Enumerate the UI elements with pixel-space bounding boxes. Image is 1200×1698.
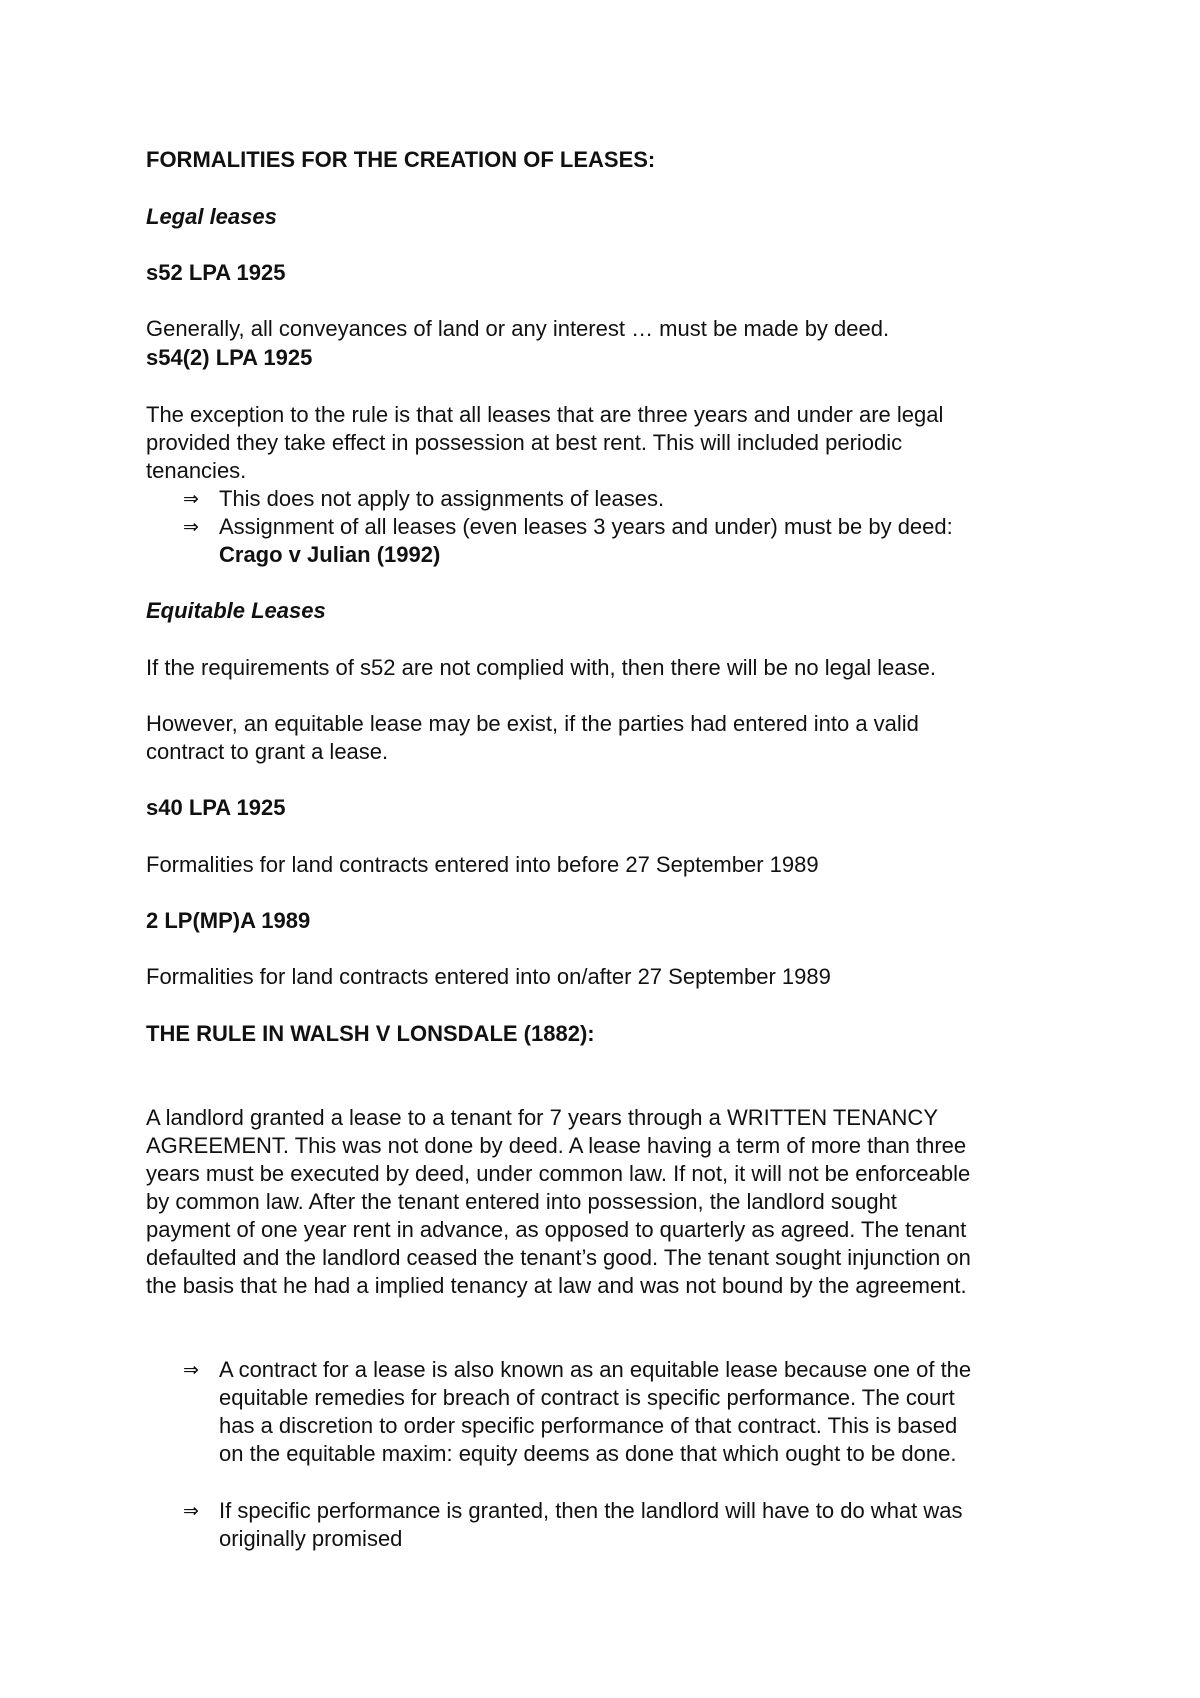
s52-text: Generally, all conveyances of land or any interest … must be made by deed. <box>146 316 890 341</box>
bullet-specific-performance-line-1: If specific performance is granted, then the landlord will have to do what was <box>219 1498 963 1523</box>
s54-text-line-3: tenancies. <box>146 458 247 483</box>
equitable-leases-heading: Equitable Leases <box>146 598 326 623</box>
arrow-bullet-icon: ⇒ <box>183 516 199 538</box>
s54-heading: s54(2) LPA 1925 <box>146 345 313 370</box>
walsh-facts-line-2: AGREEMENT. This was not done by deed. A lease having a term of more than three <box>146 1133 967 1158</box>
arrow-bullet-icon: ⇒ <box>183 1359 199 1381</box>
legal-leases-heading: Legal leases <box>146 204 277 229</box>
walsh-facts-line-3: years must be executed by deed, under common law. If not, it will not be enforceable <box>146 1161 971 1186</box>
walsh-facts-line-7: the basis that he had a implied tenancy at law and was not bound by the agreement. <box>146 1273 967 1298</box>
equitable-p2-line-1: However, an equitable lease may be exist, if the parties had entered into a valid <box>146 711 919 736</box>
lpmpa-text: Formalities for land contracts entered into on/after 27 September 1989 <box>146 964 831 989</box>
main-heading: FORMALITIES FOR THE CREATION OF LEASES: <box>146 147 656 172</box>
bullet-equitable-line-1: A contract for a lease is also known as an equitable lease because one of the <box>219 1357 972 1382</box>
bullet-equitable-line-2: equitable remedies for breach of contract is specific performance. The court <box>219 1385 955 1410</box>
s40-heading: s40 LPA 1925 <box>146 795 286 820</box>
case-crago-v-julian: Crago v Julian (1992) <box>219 542 441 567</box>
bullet-equitable-line-3: has a discretion to order specific performance of that contract. This is based <box>219 1413 958 1438</box>
lpmpa-heading: 2 LP(MP)A 1989 <box>146 908 311 933</box>
arrow-bullet-icon: ⇒ <box>183 488 199 510</box>
s54-text-line-1: The exception to the rule is that all leases that are three years and under are legal <box>146 402 944 427</box>
equitable-p2-line-2: contract to grant a lease. <box>146 739 389 764</box>
arrow-bullet-icon: ⇒ <box>183 1500 199 1522</box>
walsh-heading: THE RULE IN WALSH V LONSDALE (1882): <box>146 1021 595 1046</box>
bullet-equitable-line-4: on the equitable maxim: equity deems as done that which ought to be done. <box>219 1441 957 1466</box>
s54-text-line-2: provided they take effect in possession at best rent. This will included periodic <box>146 430 903 455</box>
bullet-assignments: This does not apply to assignments of leases. <box>219 486 665 511</box>
bullet-specific-performance-line-2: originally promised <box>219 1526 403 1551</box>
s52-heading: s52 LPA 1925 <box>146 260 286 285</box>
walsh-facts-line-5: payment of one year rent in advance, as opposed to quarterly as agreed. The tenant <box>146 1217 967 1242</box>
s40-text: Formalities for land contracts entered into before 27 September 1989 <box>146 852 819 877</box>
bullet-assignment-deed: Assignment of all leases (even leases 3 years and under) must be by deed: <box>219 514 953 539</box>
walsh-facts-line-1: A landlord granted a lease to a tenant for 7 years through a WRITTEN TENANCY <box>146 1105 938 1130</box>
walsh-facts-line-4: by common law. After the tenant entered into possession, the landlord sought <box>146 1189 897 1214</box>
equitable-p1: If the requirements of s52 are not complied with, then there will be no legal lease. <box>146 655 937 680</box>
walsh-facts-line-6: defaulted and the landlord ceased the tenant’s good. The tenant sought injunction on <box>146 1245 971 1270</box>
